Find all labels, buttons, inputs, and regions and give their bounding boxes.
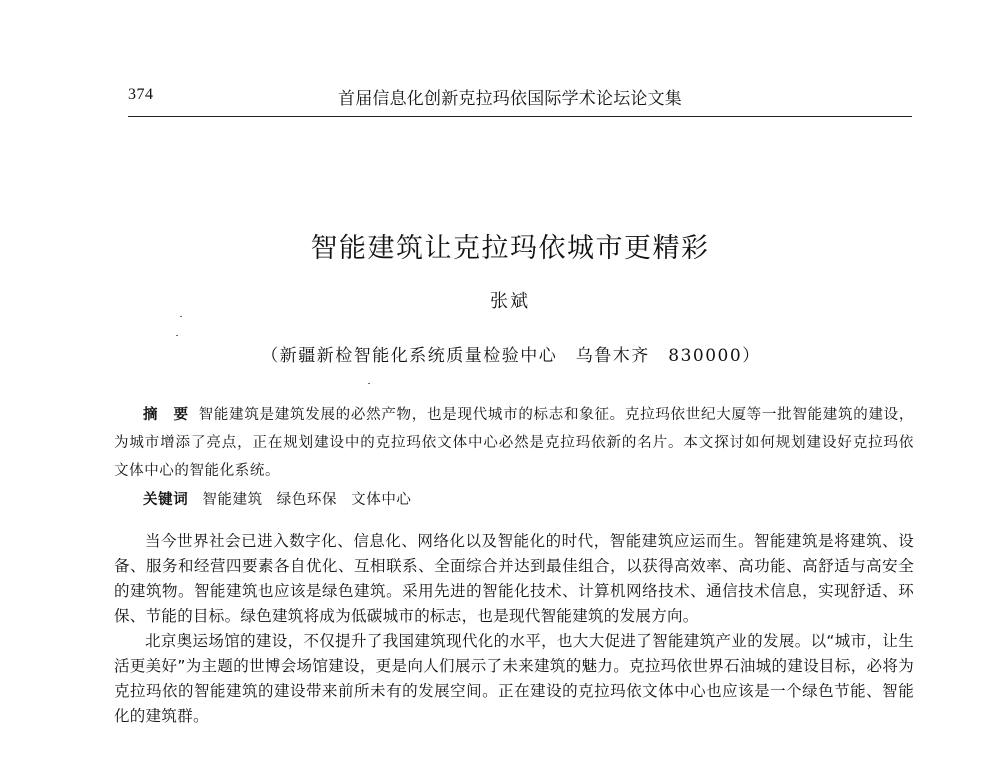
scan-speck [176, 335, 178, 336]
abstract-text: 智能建筑是建筑发展的必然产物，也是现代城市的标志和象征。克拉玛依世纪大厦等一批智能建筑的建设，为城市增添了亮点，正在规划建设中的克拉玛依文体中心必然是克拉玛依新的名片。本文探讨如何规划建设好克拉玛依文体中心的智能化系统。 [114, 407, 914, 479]
scan-speck [368, 383, 370, 384]
page-number: 374 [128, 86, 154, 103]
keyword-item: 文体中心 [351, 492, 412, 508]
journal-title: 首届信息化创新克拉玛依国际学术论坛论文集 [338, 89, 682, 109]
keyword-item: 绿色环保 [276, 492, 338, 508]
keywords [114, 486, 914, 514]
author-name: 张斌 [490, 291, 530, 312]
abstract [114, 401, 914, 485]
article-title: 智能建筑让克拉玛依城市更精彩 [310, 233, 710, 264]
running-header [128, 86, 908, 112]
author-affiliation: （新疆新检智能化系统质量检验中心 乌鲁木齐 830000） [261, 346, 761, 366]
body-paragraph: 北京奥运场馆的建设，不仅提升了我国建筑现代化的水平，也大大促进了智能建筑产业的发展。以“城市，让生活更美好”为主题的世博会场馆建设，更是向人们展示了未来建筑的魅力。克拉玛依世界石油城的建设目标，必将为克拉玛依的智能建筑的建设带来前所未有的发展空间。正在建设的克拉玛依文体中心也应该是一个绿色节能、智能化的建筑群。 [114, 632, 914, 725]
body-paragraph: 当今世界社会已进入数字化、信息化、网络化以及智能化的时代，智能建筑应运而生。智能建筑是将建筑、设备、服务和经营四要素各自优化、互相联系、全面综合并达到最佳组合，以获得高效率、高功能、高舒适与高安全的建筑物。智能建筑也应该是绿色建筑。采用先进的智能化技术、计算机网络技术、通信技术信息，实现舒适、环保、节能的目标。绿色建筑将成为低碳城市的标志，也是现代智能建筑的发展方向。 [114, 532, 914, 625]
header-rule [128, 116, 912, 117]
abstract-label: 摘 要 [143, 407, 189, 423]
scan-speck [180, 316, 182, 317]
body-text [114, 529, 914, 729]
keywords-label: 关键词 [143, 492, 189, 508]
keyword-item: 智能建筑 [202, 492, 263, 508]
